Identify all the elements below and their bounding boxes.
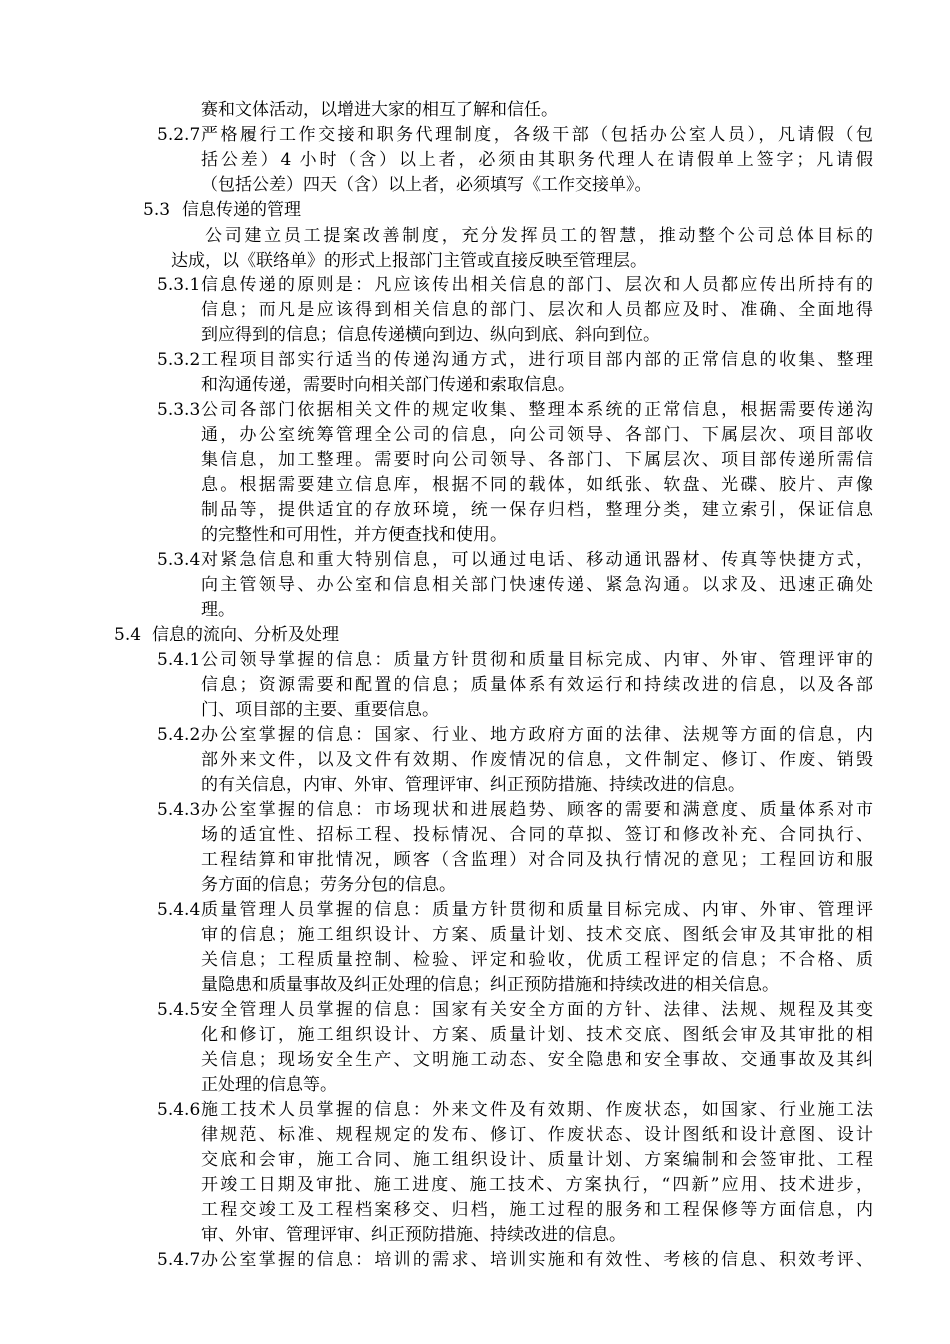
- text-line: 通，办公室统筹管理全公司的信息，向公司领导、各部门、下属层次、项目部收: [201, 425, 873, 445]
- text-line: 理。: [201, 600, 235, 620]
- text-line: 律规范、标准、规程规定的发布、修订、作废状态、设计图纸和设计意图、设计: [201, 1125, 873, 1145]
- text-line: 审、外审、管理评审、纠正预防措施、持续改进的信息。: [201, 1225, 626, 1245]
- clause-5-4-7: [157, 1248, 873, 1273]
- clause-number: 5.4.5: [157, 1000, 201, 1020]
- clause-number: 5.3.3: [157, 400, 201, 420]
- text-line: 的完整性和可用性，并方便查找和使用。: [201, 525, 507, 545]
- text-line: 质量管理人员掌握的信息：质量方针贯彻和质量目标完成、内审、外审、管理评: [201, 900, 873, 920]
- text-line: 开竣工日期及审批、施工进度、施工技术、方案执行，“四新”应用、技术进步，: [201, 1175, 873, 1195]
- text-line: 关信息；现场安全生产、文明施工动态、安全隐患和安全事故、交通事故及其纠: [201, 1050, 873, 1070]
- text-line: 和沟通传递，需要时向相关部门传递和索取信息。: [201, 375, 575, 395]
- text-line: 办公室掌握的信息：国家、行业、地方政府方面的法律、法规等方面的信息，内: [201, 725, 873, 745]
- text-line: 施工技术人员掌握的信息：外来文件及有效期、作废状态，如国家、行业施工法: [201, 1100, 873, 1120]
- text-line: 公司各部门依据相关文件的规定收集、整理本系统的正常信息，根据需要传递沟: [201, 400, 873, 420]
- text-line: 办公室掌握的信息：培训的需求、培训实施和有效性、考核的信息、积效考评、: [201, 1250, 873, 1270]
- clause-5-4-3: [157, 798, 873, 898]
- text-line: 括公差）4 小时（含）以上者，必须由其职务代理人在请假单上签字；凡请假: [201, 150, 873, 170]
- text-line: 达成，以《联络单》的形式上报部门主管或直接反映至管理层。: [171, 251, 647, 271]
- text-line: 赛和文体活动，以增进大家的相互了解和信任。: [201, 100, 558, 120]
- text-line: 信息；而凡是应该得到相关信息的部门、层次和人员都应及时、准确、全面地得: [201, 300, 873, 320]
- text-line: 信息传递的原则是：凡应该传出相关信息的部门、层次和人员都应传出所持有的: [201, 275, 873, 295]
- section-title: 信息的流向、分析及处理: [152, 625, 339, 645]
- text-line: 公司建立员工提案改善制度，充分发挥员工的智慧，推动整个公司总体目标的: [205, 226, 873, 246]
- clause-number: 5.3.1: [157, 275, 201, 295]
- text-line: 对紧急信息和重大特别信息，可以通过电话、移动通讯器材、传真等快捷方式，: [201, 550, 873, 570]
- text-line: 的有关信息，内审、外审、管理评审、纠正预防措施、持续改进的信息。: [201, 775, 745, 795]
- clause-5-3-2: [157, 348, 873, 398]
- clause-5-3-1: [157, 273, 873, 348]
- text-line: 到应得到的信息；信息传递横向到边、纵向到底、斜向到位。: [201, 325, 660, 345]
- clause-number: 5.4.6: [157, 1100, 201, 1120]
- clause-5-4-5: [157, 998, 873, 1098]
- text-line: 息。根据需要建立信息库，根据不同的载体，如纸张、软盘、光碟、胶片、声像: [201, 475, 873, 495]
- text-line: 制品等，提供适宜的存放环境，统一保存归档，整理分类，建立索引，保证信息: [201, 500, 873, 520]
- text-line: 交底和会审，施工合同、施工组织设计、质量计划、方案编制和会签审批、工程: [201, 1150, 873, 1170]
- clause-number: 5.3.4: [157, 550, 201, 570]
- text-line: 门、项目部的主要、重要信息。: [201, 700, 439, 720]
- text-line: 严格履行工作交接和职务代理制度，各级干部（包括办公室人员），凡请假（包: [201, 125, 873, 145]
- text-line: 集信息，加工整理。需要时向公司领导、各部门、下属层次、项目部传递所需信: [201, 450, 873, 470]
- text-line: 化和修订，施工组织设计、方案、质量计划、技术交底、图纸会审及其审批的相: [201, 1025, 873, 1045]
- text-line: （包括公差）四天（含）以上者，必须填写《工作交接单》。: [201, 175, 652, 195]
- clause-number: 5.2.7: [157, 125, 201, 145]
- clause-5-4-6: [157, 1098, 873, 1248]
- clause-5-4-2: [157, 723, 873, 798]
- text-line: 工程项目部实行适当的传递沟通方式，进行项目部内部的正常信息的收集、整理: [201, 350, 873, 370]
- section-number: 5.3: [143, 200, 171, 220]
- clause-number: 5.4.1: [157, 650, 201, 670]
- clause-number: 5.4.7: [157, 1250, 201, 1270]
- text-line: 公司领导掌握的信息：质量方针贯彻和质量目标完成、内审、外审、管理评审的: [201, 650, 873, 670]
- text-line: 关信息；工程质量控制、检验、评定和验收，优质工程评定的信息；不合格、质: [201, 950, 873, 970]
- text-line: 工程交竣工及工程档案移交、归档，施工过程的服务和工程保修等方面信息，内: [201, 1200, 873, 1220]
- text-line: 工程结算和审批情况，顾客（含监理）对合同及执行情况的意见；工程回访和服: [201, 850, 873, 870]
- clause-number: 5.4.2: [157, 725, 201, 745]
- text-line: 办公室掌握的信息：市场现状和进展趋势、顾客的需要和满意度、质量体系对市: [201, 800, 873, 820]
- paragraph-continuation: [201, 98, 881, 123]
- section-intro-paragraph: [171, 224, 873, 274]
- clause-5-4-1: [157, 648, 873, 723]
- clause-5-4-4: [157, 898, 873, 998]
- text-line: 信息；资源需要和配置的信息；质量体系有效运行和持续改进的信息，以及各部: [201, 675, 873, 695]
- text-line: 量隐患和质量事故及纠正处理的信息；纠正预防措施和持续改进的相关信息。: [201, 975, 779, 995]
- clause-5-2-7: [157, 123, 873, 198]
- text-line: 部外来文件，以及文件有效期、作废情况的信息，文件制定、修订、作废、销毁: [201, 750, 873, 770]
- text-line: 场的适宜性、招标工程、投标情况、合同的草拟、签订和修改补充、合同执行、: [201, 825, 873, 845]
- text-line: 务方面的信息；劳务分包的信息。: [201, 875, 456, 895]
- clause-5-3-4: [157, 548, 873, 623]
- section-heading-5-4: [114, 623, 814, 648]
- section-title: 信息传递的管理: [182, 200, 301, 220]
- text-line: 安全管理人员掌握的信息：国家有关安全方面的方针、法律、法规、规程及其变: [201, 1000, 873, 1020]
- section-heading-5-3: [143, 198, 843, 223]
- text-line: 审的信息；施工组织设计、方案、质量计划、技术交底、图纸会审及其审批的相: [201, 925, 873, 945]
- clause-5-3-3: [157, 398, 873, 548]
- text-line: 向主管领导、办公室和信息相关部门快速传递、紧急沟通。以求及、迅速正确处: [201, 575, 873, 595]
- clause-number: 5.3.2: [157, 350, 201, 370]
- section-number: 5.4: [114, 625, 142, 645]
- text-line: 正处理的信息等。: [201, 1075, 337, 1095]
- clause-number: 5.4.3: [157, 800, 201, 820]
- clause-number: 5.4.4: [157, 900, 201, 920]
